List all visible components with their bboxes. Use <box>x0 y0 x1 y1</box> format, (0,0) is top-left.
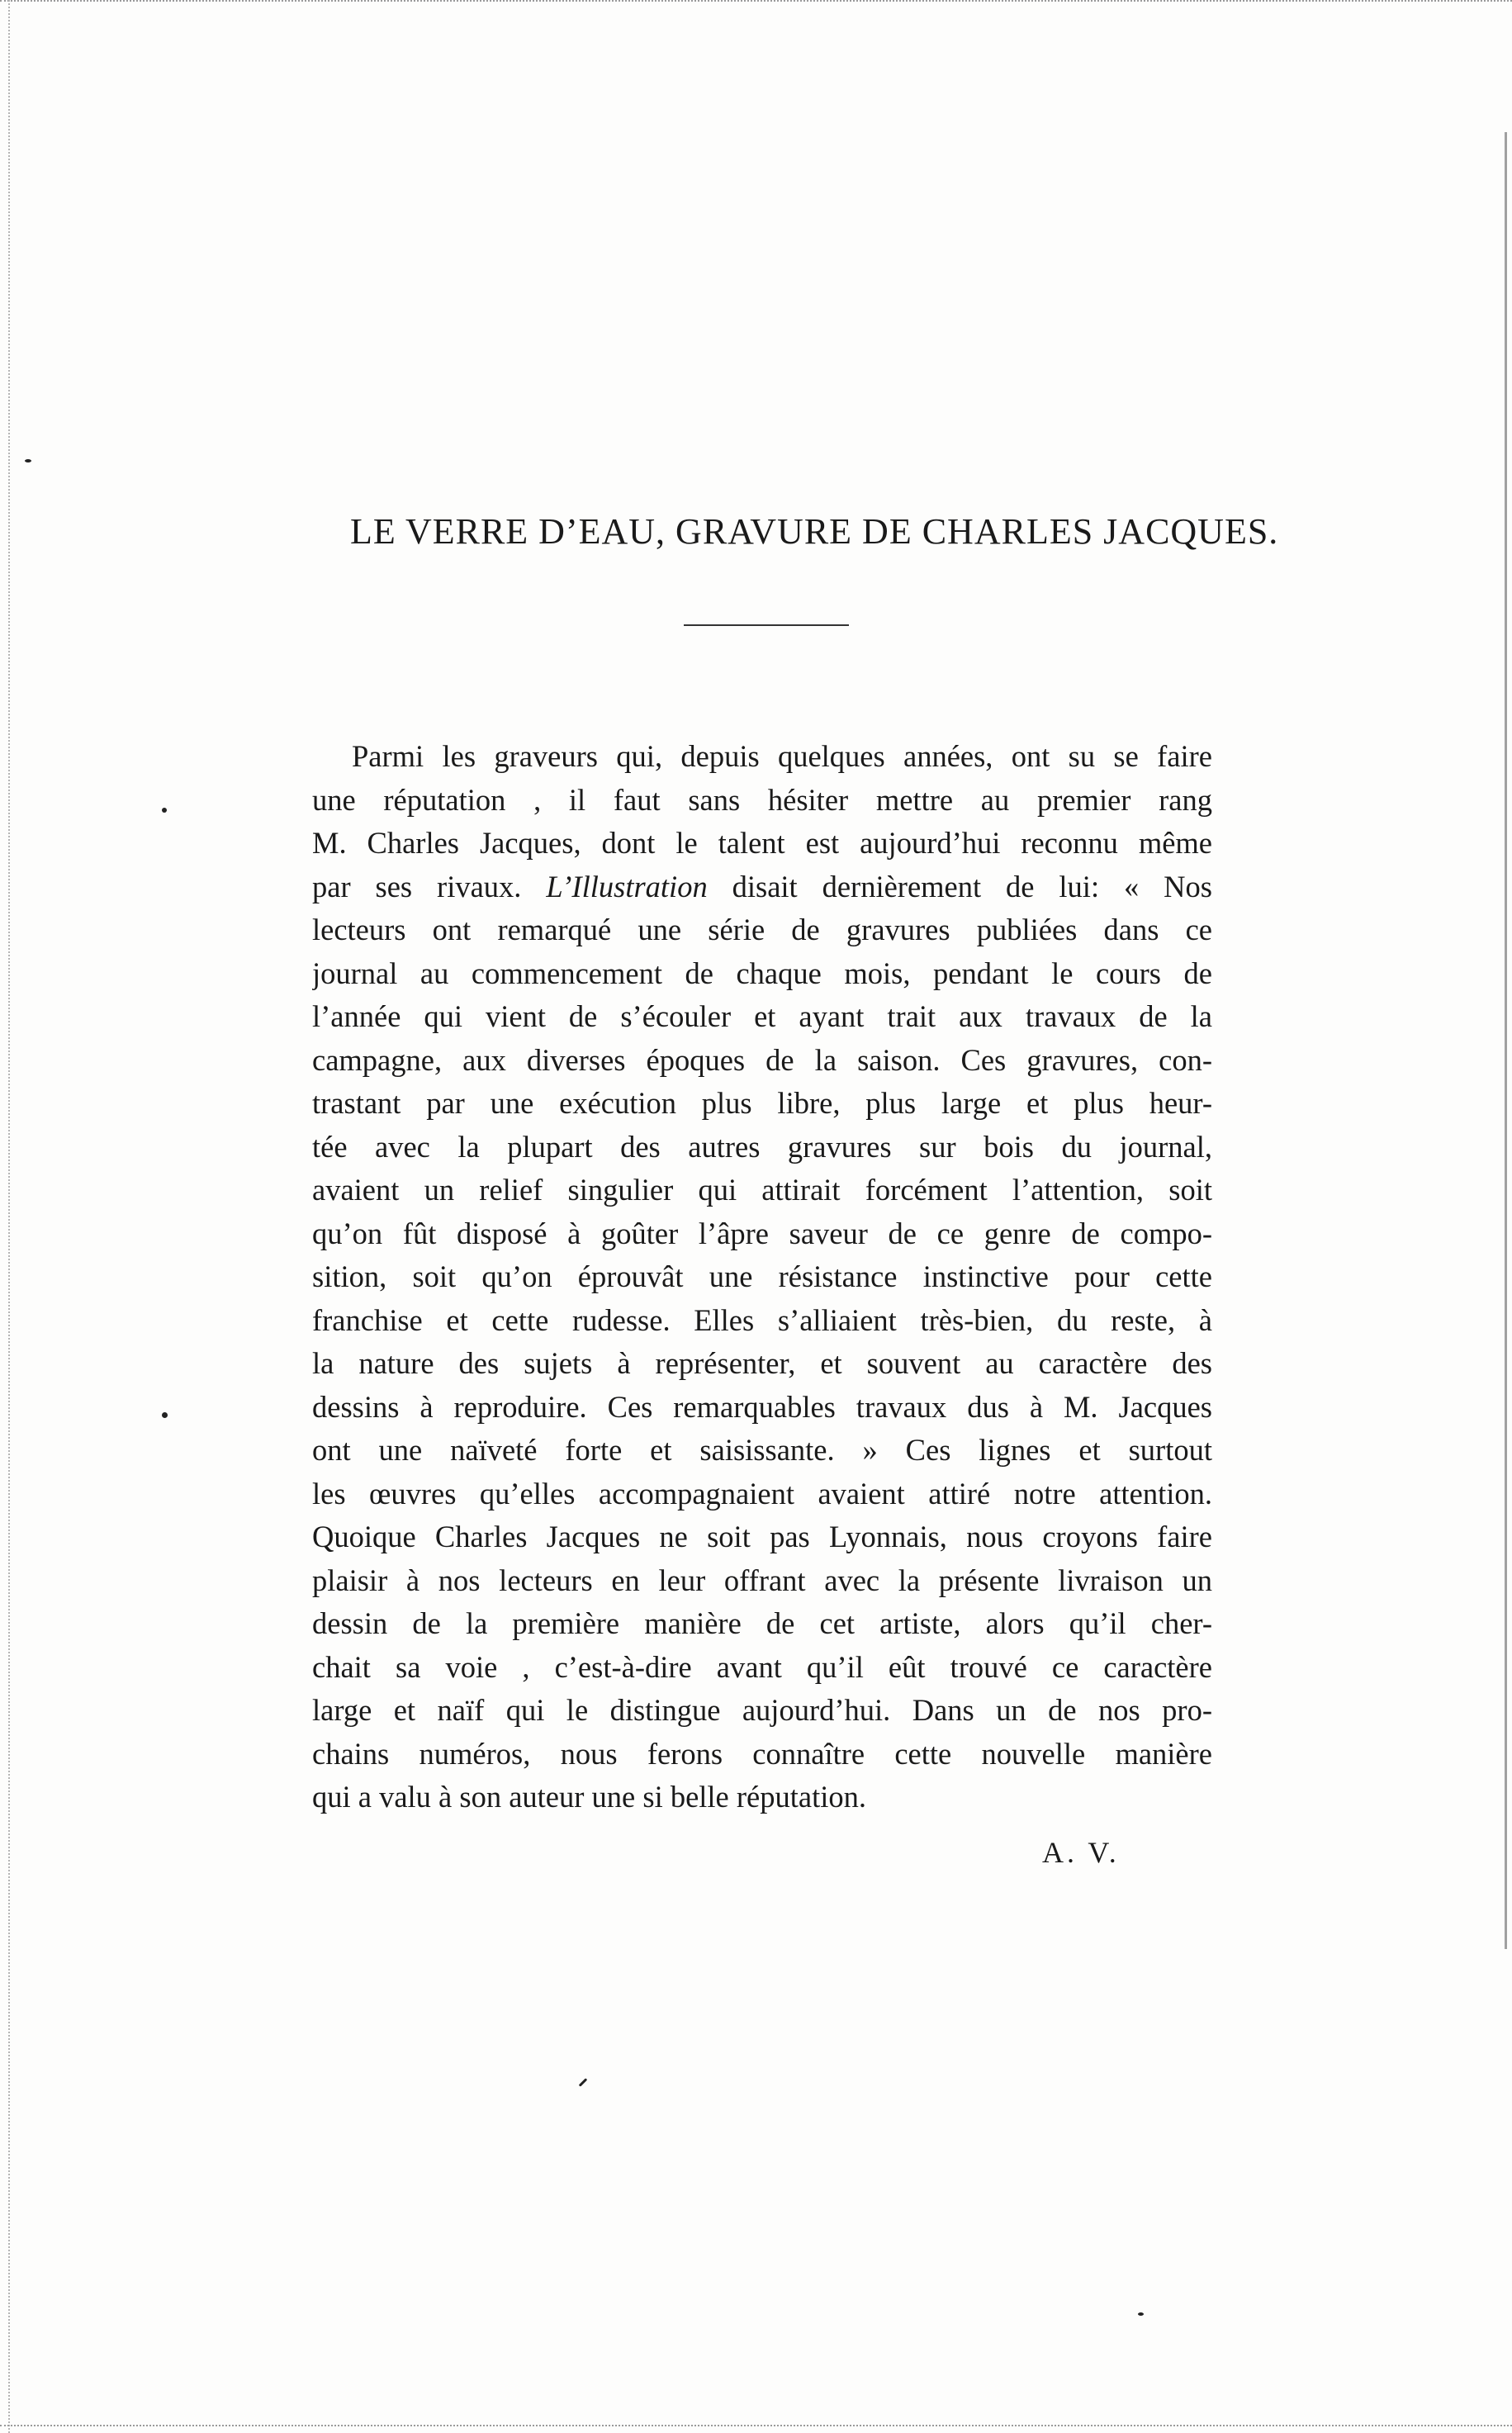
text-line <box>312 779 1212 823</box>
line-text: les œuvres qu’elles accompagnaient avaient attiré notre attention. <box>312 1476 1212 1511</box>
line-text: campagne, aux diverses époques de la saison. Ces gravures, con- <box>312 1042 1212 1077</box>
line-text: journal au commencement de chaque mois, pendant le cours de <box>312 956 1212 990</box>
scan-speck <box>25 459 31 462</box>
text-line <box>312 735 1212 779</box>
text-line <box>312 995 1212 1039</box>
line-text: Parmi les graveurs qui, depuis quelques années, ont su se faire <box>352 739 1212 773</box>
publication-title: L’Illustration <box>546 869 708 903</box>
line-text: chait sa voie , c’est-à-dire avant qu’il eût trouvé ce caractère <box>312 1649 1212 1684</box>
text-line <box>312 1776 1212 1819</box>
title-divider <box>684 624 849 626</box>
line-text: l’année qui vient de s’écouler et ayant trait aux travaux de la <box>312 999 1212 1033</box>
line-text: une réputation , il faut sans hésiter mettre au premier rang <box>312 782 1212 817</box>
line-text: large et naïf qui le distingue aujourd’hui. Dans un de nos pro- <box>312 1693 1212 1727</box>
text-line <box>312 1342 1212 1386</box>
text-line <box>312 952 1212 996</box>
text-line <box>312 1473 1212 1516</box>
line-text: par ses rivaux. <box>312 869 547 903</box>
text-line <box>312 908 1212 952</box>
line-text: dessins à reproduire. Ces remarquables travaux dus à M. Jacques <box>312 1389 1212 1424</box>
text-line <box>312 866 1212 909</box>
scan-left-edge <box>8 0 10 2433</box>
line-text: la nature des sujets à représenter, et souvent au caractère des <box>312 1346 1212 1380</box>
text-line <box>312 1515 1212 1559</box>
line-text: qui a valu à son auteur une si belle réputation. <box>312 1780 866 1814</box>
text-line <box>312 1126 1212 1169</box>
scan-bottom-edge <box>0 2416 1512 2426</box>
text-line <box>312 1169 1212 1212</box>
scan-right-edge <box>1505 132 1507 1949</box>
article-body <box>312 735 1212 1819</box>
line-text: sition, soit qu’on éprouvât une résistance instinctive pour cette <box>312 1259 1212 1293</box>
text-line <box>312 1082 1212 1126</box>
text-line <box>312 1255 1212 1299</box>
scan-top-edge <box>0 0 1512 10</box>
text-line <box>312 1602 1212 1646</box>
line-text: ont une naïveté forte et saisissante. » Ces lignes et surtout <box>312 1433 1212 1467</box>
page-title: LE VERRE D’EAU, GRAVURE DE CHARLES JACQUES. <box>350 511 1279 552</box>
line-text: dessin de la première manière de cet artiste, alors qu’il cher- <box>312 1606 1212 1640</box>
line-text: trastant par une exécution plus libre, plus large et plus heur- <box>312 1086 1212 1120</box>
scan-speck <box>162 808 167 813</box>
text-line <box>312 1429 1212 1473</box>
text-line <box>312 1299 1212 1343</box>
line-text: M. Charles Jacques, dont le talent est aujourd’hui reconnu même <box>312 826 1212 860</box>
line-text: qu’on fût disposé à goûter l’âpre saveur de ce genre de compo- <box>312 1216 1212 1250</box>
text-line <box>312 1212 1212 1256</box>
line-text: disait dernièrement de lui: « Nos <box>707 869 1212 903</box>
scan-speck <box>579 2078 588 2087</box>
scan-speck <box>162 1412 168 1418</box>
text-line <box>312 1039 1212 1083</box>
text-line <box>312 1689 1212 1733</box>
text-line <box>312 1646 1212 1690</box>
text-line <box>312 1386 1212 1430</box>
line-text: chains numéros, nous ferons connaître cette nouvelle manière <box>312 1736 1212 1771</box>
text-line <box>312 1733 1212 1776</box>
line-text: tée avec la plupart des autres gravures sur bois du journal, <box>312 1129 1212 1164</box>
line-text: lecteurs ont remarqué une série de gravures publiées dans ce <box>312 913 1212 946</box>
line-text: franchise et cette rudesse. Elles s’alliaient très-bien, du reste, à <box>312 1302 1212 1337</box>
text-line <box>312 822 1212 866</box>
scan-speck <box>1138 2312 1144 2316</box>
line-text: avaient un relief singulier qui attirait forcément l’attention, soit <box>312 1173 1212 1207</box>
line-text: plaisir à nos lecteurs en leur offrant avec la présente livraison un <box>312 1563 1212 1597</box>
author-signature: A. V. <box>1042 1836 1120 1869</box>
line-text: Quoique Charles Jacques ne soit pas Lyonnais, nous croyons faire <box>312 1520 1212 1553</box>
text-line <box>312 1559 1212 1603</box>
